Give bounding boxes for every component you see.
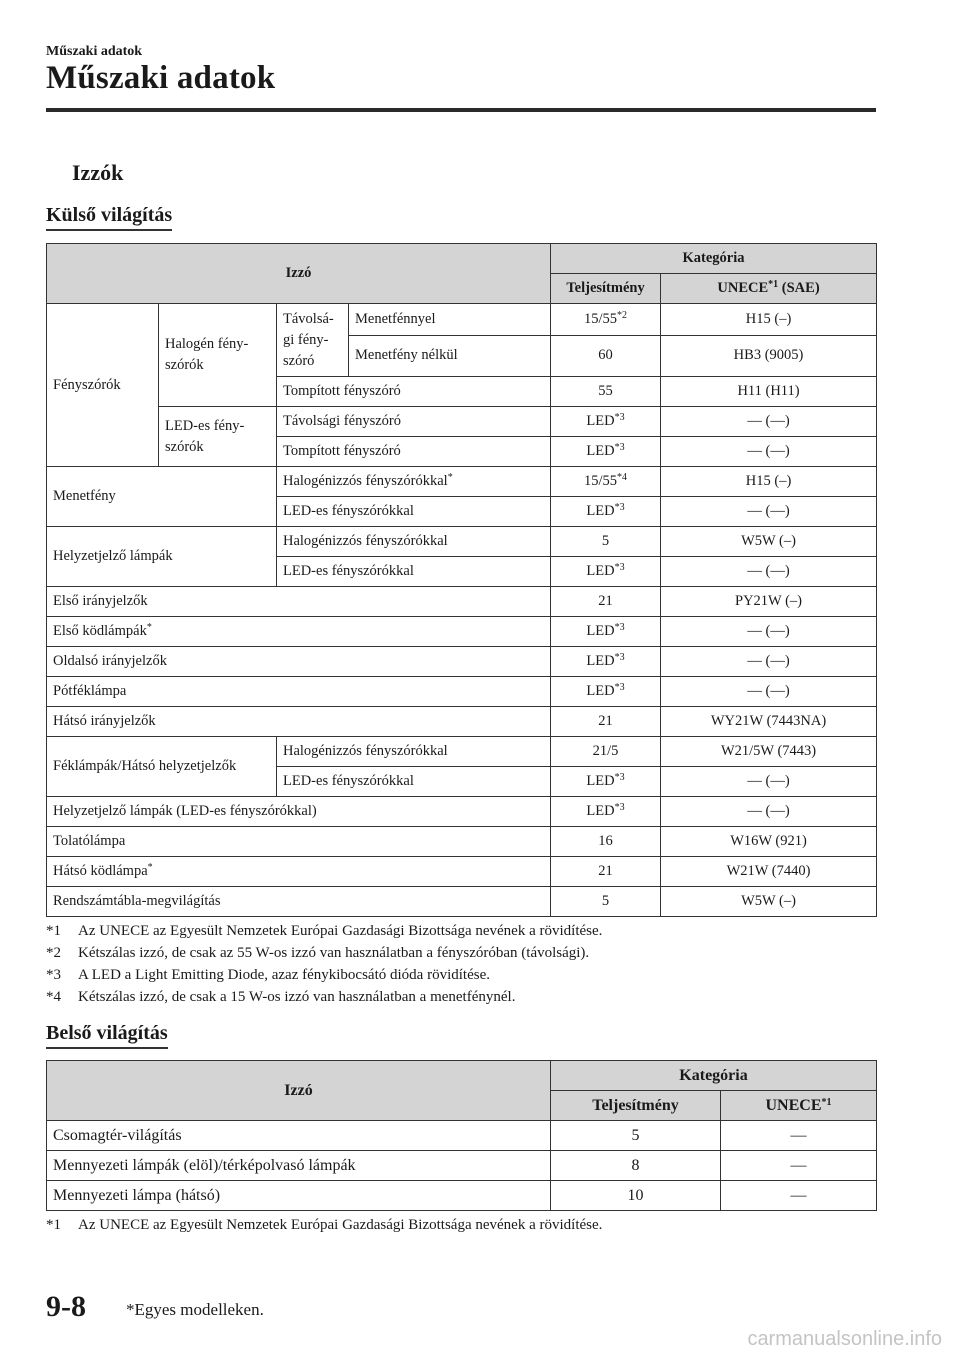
item-label: Hátsó ködlámpa* xyxy=(47,857,551,887)
unece-value: W16W (921) xyxy=(661,827,877,857)
power-value: LED$^{*3}$ xyxy=(551,407,661,437)
unece-value: — xyxy=(721,1121,877,1151)
power-value: 55 xyxy=(551,377,661,407)
group-label: Helyzetjelző lámpák xyxy=(47,527,277,587)
power-value: LED$^{*3}$ xyxy=(551,557,661,587)
table-row xyxy=(47,677,877,707)
interior-bulb-table xyxy=(46,1060,877,1211)
unece-value: WY21W (7443NA) xyxy=(661,707,877,737)
table-row xyxy=(47,647,877,677)
table-row xyxy=(47,304,877,336)
unece-value: — (—) xyxy=(661,497,877,527)
power-value: LED$^{*3}$ xyxy=(551,497,661,527)
exterior-bulb-table xyxy=(46,243,877,917)
table-row xyxy=(47,407,877,437)
unece-value: H15 (–) xyxy=(661,467,877,497)
header-category: Kategória xyxy=(551,244,877,274)
unece-value: — (—) xyxy=(661,647,877,677)
unece-value: W21W (7440) xyxy=(661,857,877,887)
watermark: carmanualsonline.info xyxy=(747,1328,942,1350)
power-value: 5 xyxy=(551,1121,721,1151)
item-label: Tolatólámpa xyxy=(47,827,551,857)
item-label: Oldalsó irányjelzők xyxy=(47,647,551,677)
header-bulb: Izzó xyxy=(47,244,551,304)
exterior-lighting-title: Külső világítás xyxy=(46,204,172,231)
item-label: Mennyezeti lámpa (hátsó) xyxy=(47,1181,551,1211)
header-power: Teljesítmény xyxy=(551,274,661,304)
item-label: LED-es fényszórókkal xyxy=(277,497,551,527)
item-label: Hátsó irányjelzők xyxy=(47,707,551,737)
subgroup-label: Halogén fény-szórók xyxy=(159,304,277,407)
item-label: Rendszámtábla-megvilágítás xyxy=(47,887,551,917)
power-value: LED$^{*3}$ xyxy=(551,797,661,827)
item-label: Halogénizzós fényszórókkal xyxy=(277,527,551,557)
power-value: LED$^{*3}$ xyxy=(551,617,661,647)
item-label: Halogénizzós fényszórókkal* xyxy=(277,467,551,497)
item-label: Halogénizzós fényszórókkal xyxy=(277,737,551,767)
item-label: LED-es fényszórókkal xyxy=(277,557,551,587)
group-label: Menetfény xyxy=(47,467,277,527)
table-row xyxy=(47,1121,877,1151)
power-value: LED$^{*3}$ xyxy=(551,647,661,677)
unece-value: W5W (–) xyxy=(661,887,877,917)
power-value: 10 xyxy=(551,1181,721,1211)
item-label: Menetfény nélkül xyxy=(349,335,551,376)
group-label: Féklámpák/Hátsó helyzetjelzők xyxy=(47,737,277,797)
table-row xyxy=(47,827,877,857)
power-value: LED$^{*3}$ xyxy=(551,767,661,797)
item-label: Menetfénnyel xyxy=(349,304,551,336)
unece-value: PY21W (–) xyxy=(661,587,877,617)
power-value: LED$^{*3}$ xyxy=(551,437,661,467)
power-value: 8 xyxy=(551,1151,721,1181)
power-value: LED$^{*3}$ xyxy=(551,677,661,707)
model-note: *Egyes modelleken. xyxy=(126,1300,264,1319)
chapter-title: Műszaki adatok xyxy=(46,60,276,96)
subgroup-label: LED-es fény-szórók xyxy=(159,407,277,467)
footnote: *4 Kétszálas izzó, de csak a 15 W-os izzó van használatban a menetfénynél. xyxy=(46,989,516,1005)
footnote: *2 Kétszálas izzó, de csak az 55 W-os izzó van használatban a fényszóróban (távolsági). xyxy=(46,945,590,961)
table-row xyxy=(47,467,877,497)
unece-value: H15 (–) xyxy=(661,304,877,336)
power-value: 21 xyxy=(551,587,661,617)
unece-value: W5W (–) xyxy=(661,527,877,557)
running-head: Műszaki adatok xyxy=(46,44,143,59)
unece-value: — (—) xyxy=(661,437,877,467)
header-category: Kategória xyxy=(551,1061,877,1091)
section-title: Izzók xyxy=(72,160,124,185)
power-value: 5 xyxy=(551,887,661,917)
footnote: *1 Az UNECE az Egyesült Nemzetek Európai Gazdasági Bizottsága nevének a rövidítése. xyxy=(46,1217,603,1233)
table-row xyxy=(47,527,877,557)
table-row xyxy=(47,797,877,827)
power-value: 21 xyxy=(551,707,661,737)
table-row xyxy=(47,587,877,617)
table-row xyxy=(47,1181,877,1211)
interior-lighting-title: Belső világítás xyxy=(46,1022,168,1049)
unece-value: — xyxy=(721,1181,877,1211)
unece-value: — (—) xyxy=(661,677,877,707)
unece-value: — (—) xyxy=(661,407,877,437)
table-row xyxy=(47,1151,877,1181)
header-power: Teljesítmény xyxy=(551,1091,721,1121)
item-label: LED-es fényszórókkal xyxy=(277,767,551,797)
table-row xyxy=(47,857,877,887)
item-label: Távolsági fényszóró xyxy=(277,407,551,437)
item-label: Pótféklámpa xyxy=(47,677,551,707)
page-number: 9-8 xyxy=(46,1290,86,1323)
table-row xyxy=(47,617,877,647)
unece-value: — xyxy=(721,1151,877,1181)
unece-value: — (—) xyxy=(661,767,877,797)
unece-value: — (—) xyxy=(661,617,877,647)
item-label: Tompított fényszóró xyxy=(277,437,551,467)
beam-label: Távolsá-gi fény-szóró xyxy=(277,304,349,377)
group-label: Fényszórók xyxy=(47,304,159,467)
power-value: 21 xyxy=(551,857,661,887)
item-label: Csomagtér-világítás xyxy=(47,1121,551,1151)
header-unece: UNECE$^{*1}$ (SAE) xyxy=(661,274,877,304)
item-label: Első irányjelzők xyxy=(47,587,551,617)
unece-value: — (—) xyxy=(661,557,877,587)
table-row xyxy=(47,707,877,737)
unece-value: H11 (H11) xyxy=(661,377,877,407)
unece-value: — (—) xyxy=(661,797,877,827)
header-bulb: Izzó xyxy=(47,1061,551,1121)
footnote: *1 Az UNECE az Egyesült Nemzetek Európai Gazdasági Bizottsága nevének a rövidítése. xyxy=(46,923,603,939)
item-label: Első ködlámpák* xyxy=(47,617,551,647)
power-value: 15/55$^{*2}$ xyxy=(551,304,661,336)
unece-value: HB3 (9005) xyxy=(661,335,877,376)
power-value: 16 xyxy=(551,827,661,857)
power-value: 21/5 xyxy=(551,737,661,767)
item-label: Tompított fényszóró xyxy=(277,377,551,407)
exterior-footnotes xyxy=(46,920,602,1008)
power-value: 60 xyxy=(551,335,661,376)
interior-footnotes xyxy=(46,1214,602,1236)
footnote: *3 A LED a Light Emitting Diode, azaz fénykibocsátó dióda rövidítése. xyxy=(46,967,490,983)
power-value: 5 xyxy=(551,527,661,557)
table-row xyxy=(47,887,877,917)
unece-value: W21/5W (7443) xyxy=(661,737,877,767)
item-label: Mennyezeti lámpák (elöl)/térképolvasó lámpák xyxy=(47,1151,551,1181)
power-value: 15/55$^{*4}$ xyxy=(551,467,661,497)
table-row xyxy=(47,737,877,767)
header-unece: UNECE$^{*1}$ xyxy=(721,1091,877,1121)
chapter-rule xyxy=(46,108,876,112)
item-label: Helyzetjelző lámpák (LED-es fényszórókkal) xyxy=(47,797,551,827)
